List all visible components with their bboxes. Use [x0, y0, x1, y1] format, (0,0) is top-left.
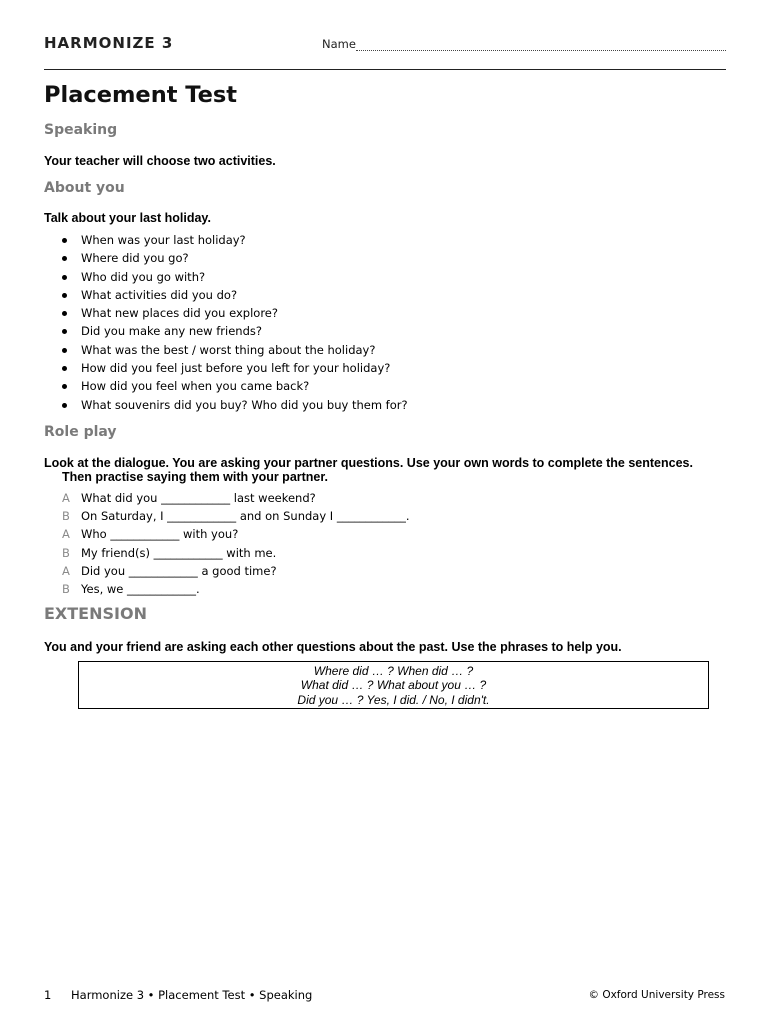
bullet-icon [62, 311, 67, 316]
phrase-box [78, 661, 709, 709]
page-number: 1 [44, 988, 52, 1002]
list-item: When was your last holiday? [62, 231, 408, 249]
dialogue-line: B My friend(s) ____________ with me. [62, 545, 277, 560]
dialogue-line: B Yes, we ____________. [62, 581, 200, 596]
speaker-label: B [62, 509, 70, 524]
page-title: Placement Test [44, 82, 238, 108]
bullet-icon [62, 238, 67, 243]
dialogue-line: A What did you ____________ last weekend? [62, 491, 316, 505]
name-label: Name [322, 37, 356, 51]
copyright-notice: © Oxford University Press [588, 989, 725, 1001]
list-item: What was the best / worst thing about the holiday? [62, 341, 408, 359]
bullet-icon [62, 384, 67, 389]
bullet-icon [62, 366, 67, 371]
name-field-line [356, 50, 726, 51]
list-item: What new places did you explore? [62, 304, 408, 322]
speaker-label: A [62, 527, 70, 542]
bullet-icon [62, 293, 67, 298]
list-item: What activities did you do? [62, 286, 408, 304]
phrase-line: What did … ? What about you … ? [300, 678, 487, 693]
dialogue-list [62, 489, 410, 598]
extension-heading: EXTENSION [44, 604, 147, 623]
dialogue-line: A Who ____________ with you? [62, 527, 239, 542]
speaking-heading: Speaking [44, 122, 118, 138]
list-item: What souvenirs did you buy? Who did you buy them for? [62, 396, 408, 414]
speaking-instruction: Your teacher will choose two activities. [44, 154, 276, 168]
page-header [44, 30, 726, 70]
list-item: Who did you go with? [62, 268, 408, 286]
about-you-instruction: Talk about your last holiday. [44, 211, 211, 225]
brand-logo: HARMONIZE 3 [44, 34, 174, 52]
role-play-heading: Role play [44, 424, 117, 440]
role-play-instruction: Look at the dialogue. You are asking your partner questions. Use your own words to complete the sentences. Then practise saying them with your partner. [44, 456, 693, 484]
speaker-label: B [62, 545, 70, 560]
holiday-question-list [62, 231, 408, 414]
page-footer [44, 988, 312, 1002]
bullet-icon [62, 275, 67, 280]
dialogue-line: A Did you ____________ a good time? [62, 563, 277, 578]
bullet-icon [62, 403, 67, 408]
list-item: Did you make any new friends? [62, 322, 408, 340]
dialogue-line: B On Saturday, I ____________ and on Sunday I ____________. [62, 509, 410, 524]
about-you-heading: About you [44, 180, 125, 196]
phrase-line: Did you … ? Yes, I did. / No, I didn't. [297, 692, 490, 707]
footer-title: Harmonize 3 • Placement Test • Speaking [71, 988, 313, 1002]
speaker-label: A [62, 491, 70, 505]
speaker-label: B [62, 581, 70, 596]
bullet-icon [62, 256, 67, 261]
list-item: Where did you go? [62, 249, 408, 267]
list-item: How did you feel when you came back? [62, 377, 408, 395]
extension-instruction: You and your friend are asking each other questions about the past. Use the phrases to help you. [44, 640, 622, 654]
bullet-icon [62, 329, 67, 334]
list-item: How did you feel just before you left for your holiday? [62, 359, 408, 377]
phrase-line: Where did … ? When did … ? [313, 664, 474, 678]
speaker-label: A [62, 563, 70, 578]
bullet-icon [62, 348, 67, 353]
